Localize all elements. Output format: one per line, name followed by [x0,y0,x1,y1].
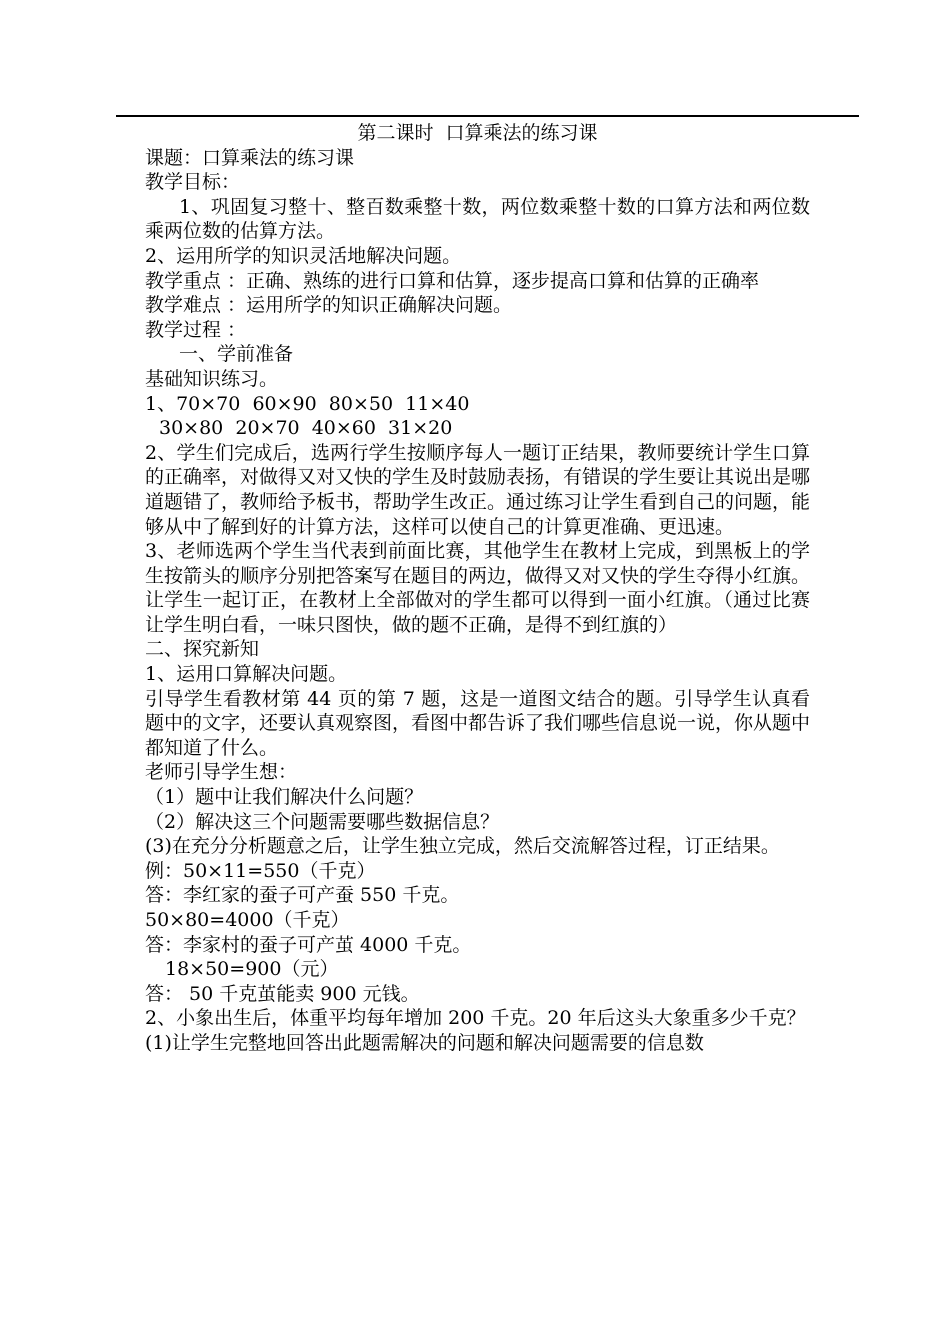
lesson-title: 第二课时 口算乘法的练习课 [357,122,598,144]
top-rule [116,115,859,117]
objectives-heading: 教学目标： [145,171,241,194]
document-body [145,121,810,1056]
teaching-difficulty: 教学难点 ：运用所学的知识正确解决问题。 [145,294,513,317]
question-2: （2）解决这三个问题需要哪些数据信息？ [145,810,500,833]
answer-3: 答： 50 千克茧能卖 900 元钱。 [145,982,420,1005]
objective-1: 1、巩固复习整十、整百数乘整十数，两位数乘整十数的口算方法和两位数乘两位数的估算方法。 [145,195,810,243]
paragraph-correction: 让学生一起订正，在教材上全部做对的学生都可以得到一面小红旗。（通过比赛让学生明白看，一味只图快，做的题不正确，是得不到红旗的） [145,589,810,636]
teacher-guide: 老师引导学生想： [145,761,298,784]
exercise-row-1: 1、70×70 60×90 80×50 11×40 [145,392,470,415]
problem-2: 2、小象出生后，体重平均每年增加 200 千克。20 年后这头大象重多少千克？ [145,1007,806,1030]
teaching-focus: 教学重点 ：正确、熟练的进行口算和估算，逐步提高口算和估算的正确率 [145,269,760,292]
example-2: 50×80=4000（千克） [145,909,350,931]
question-3: (3)在充分分析题意之后，让学生独立完成，然后交流解答过程，订正结果。 [145,835,780,858]
exercise-row-2: 30×80 20×70 40×60 31×20 [159,417,453,440]
lesson-topic: 课题：口算乘法的练习课 [145,146,355,169]
paragraph-step-2: 2、学生们完成后，选两行学生按顺序每人一题订正结果，教师要统计学生口算的正确率，对做得又对又快的学生及时鼓励表扬，有错误的学生要让其说出是哪道题错了，教师给予板书，帮助学生改正。通过练习让学生看到自己的问题，能够从中了解到好的计算方法，这样可以使自己的计算更准确、更迅速。 [145,441,811,538]
paragraph-guide: 引导学生看教材第 44 页的第 7 题，这是一道图文结合的题。引导学生认真看题中的文字，还要认真观察图，看图中都告诉了我们哪些信息说一说，你从题中都知道了什么。 [145,687,811,759]
section-1-heading: 一、学前准备 [179,343,294,366]
paragraph-step-3: 3、老师选两个学生当代表到前面比赛，其他学生在教材上完成，到黑板上的学生按箭头的顺序分别把答案写在题目的两边，做得又对又快的学生夺得小红旗。 [145,540,811,587]
process-heading: 教学过程 ： [145,318,247,341]
question-1: （1）题中让我们解决什么问题？ [145,786,424,809]
problem-2-step-1: (1)让学生完整地回答出此题需解决的问题和解决问题需要的信息数 [145,1031,704,1054]
example-3: 18×50=900（元） [165,958,339,981]
answer-1: 答：李红家的蚕子可产蚕 550 千克。 [145,884,460,907]
example-1: 例：50×11=550（千克） [145,859,376,882]
section-2-heading: 二、探究新知 [145,638,260,661]
objective-2: 2、运用所学的知识灵活地解决问题。 [145,244,462,267]
answer-2: 答：李家村的蚕子可产茧 4000 千克。 [145,933,472,956]
subsection-1-heading: 1、运用口算解决问题。 [145,663,348,686]
basic-practice: 基础知识练习。 [145,367,279,390]
